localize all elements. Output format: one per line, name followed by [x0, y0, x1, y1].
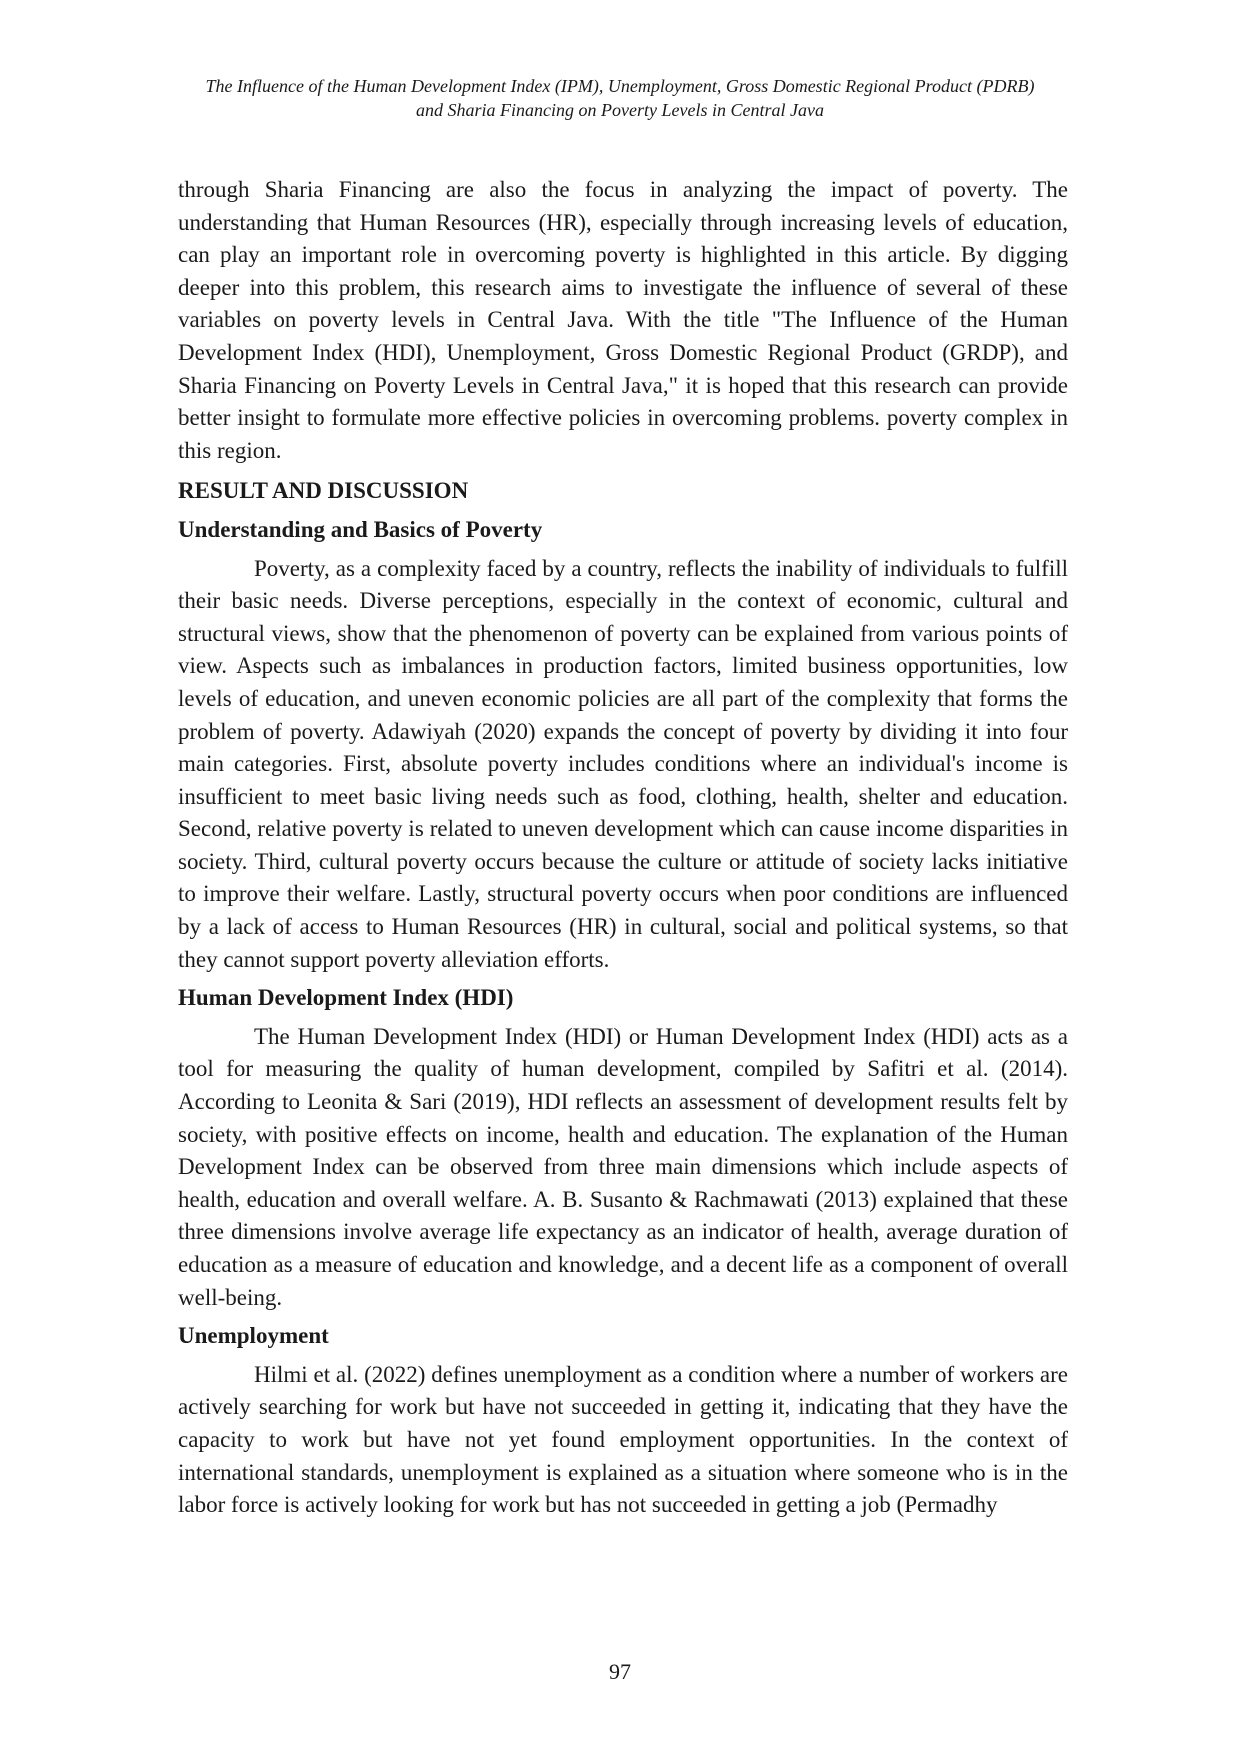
article-body	[178, 174, 1068, 1522]
running-header	[160, 74, 1080, 122]
section-heading: RESULT AND DISCUSSION	[178, 478, 469, 504]
running-header-line-2: and Sharia Financing on Poverty Levels in Central Java	[416, 100, 824, 120]
poverty-heading: Understanding and Basics of Poverty	[178, 516, 543, 542]
page-number: 97	[609, 1659, 631, 1684]
intro-paragraph: through Sharia Financing are also the focus in analyzing the impact of poverty. The understanding that Human Resources (HR), especially through increasing levels of education, can play an important role in overcoming poverty is highlighted in this article. By digging deeper into this problem, this research aims to investigate the influence of several of these variables on poverty levels in Central Java. With the title "The Influence of the Human Development Index (HDI), Unemployment, Gross Domestic Regional Product (GRDP), and Sharia Financing on Poverty Levels in Central Java," it is hoped that this research can provide better insight to formulate more effective policies in overcoming problems. poverty complex in this region.	[178, 177, 1068, 463]
unemployment-paragraph: Hilmi et al. (2022) defines unemployment as a condition where a number of workers are actively searching for work but have not succeeded in getting it, indicating that they have the capacity to work but have not yet found employment opportunities. In the context of international standards, unemployment is explained as a situation where someone who is in the labor force is actively looking for work but has not succeeded in getting a job (Permadhy	[178, 1361, 1068, 1518]
hdi-paragraph: The Human Development Index (HDI) or Human Development Index (HDI) acts as a tool for measuring the quality of human development, compiled by Safitri et al. (2014). According to Leonita & Sari (2019), HDI reflects an assessment of development results felt by society, with positive effects on income, health and education. The explanation of the Human Development Index can be observed from three main dimensions which include aspects of health, education and overall welfare. A. B. Susanto & Rachmawati (2013) explained that these three dimensions involve average life expectancy as an indicator of health, average duration of education as a measure of education and knowledge, and a decent life as a component of overall well-being.	[178, 1023, 1068, 1310]
running-header-line-1: The Influence of the Human Development Index (IPM), Unemployment, Gross Domestic Regional Product (PDRB)	[205, 76, 1035, 96]
unemployment-heading: Unemployment	[178, 1323, 329, 1349]
poverty-paragraph: Poverty, as a complexity faced by a country, reflects the inability of individuals to fulfill their basic needs. Diverse perceptions, especially in the context of economic, cultural and structural views, show that the phenomenon of poverty can be explained from various points of view. Aspects such as imbalances in production factors, limited business opportunities, low levels of education, and uneven economic policies are all part of the complexity that forms the problem of poverty. Adawiyah (2020) expands the concept of poverty by dividing it into four main categories. First, absolute poverty includes conditions where an individual's income is insufficient to meet basic living needs such as food, clothing, health, shelter and education. Second, relative poverty is related to uneven development which can cause income disparities in society. Third, cultural poverty occurs because the culture or attitude of society lacks initiative to improve their welfare. Lastly, structural poverty occurs when poor conditions are influenced by a lack of access to Human Resources (HR) in cultural, social and political systems, so that they cannot support poverty alleviation efforts.	[178, 555, 1068, 972]
hdi-heading: Human Development Index (HDI)	[178, 985, 514, 1011]
